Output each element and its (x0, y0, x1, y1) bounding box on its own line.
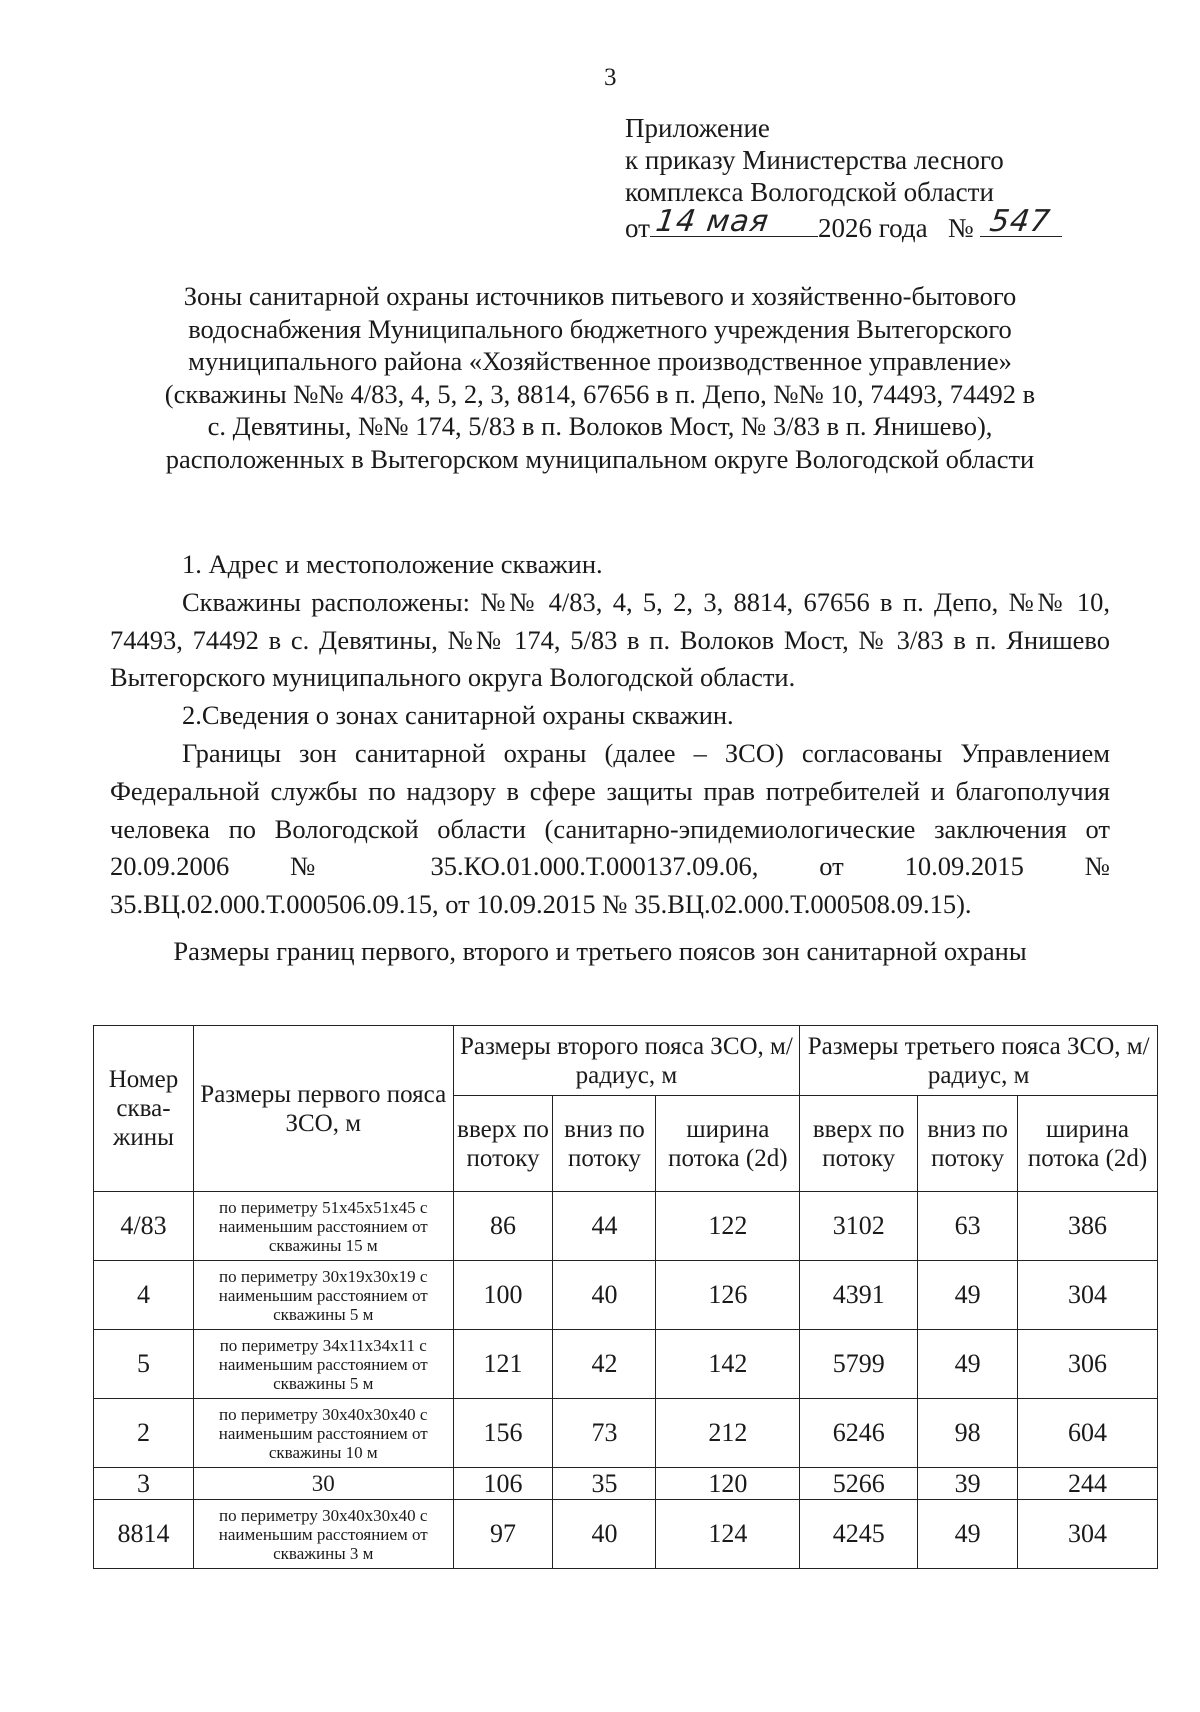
cell-third-down: 49 (918, 1261, 1018, 1330)
cell-first-belt: по периметру 30х40х30х40 с наименьшим расстоянием от скважины 10 м (193, 1399, 453, 1468)
header-second-belt: Размеры второго пояса ЗСО, м/радиус, м (453, 1026, 800, 1096)
cell-third-up: 4245 (800, 1500, 918, 1569)
header-third-belt: Размеры третьего пояса ЗСО, м/радиус, м (800, 1026, 1158, 1096)
cell-well: 8814 (94, 1500, 194, 1569)
cell-third-width: 304 (1018, 1500, 1158, 1569)
table-row (94, 1192, 1158, 1261)
cell-second-up: 121 (453, 1330, 553, 1399)
appendix-title: Приложение (625, 113, 770, 143)
appendix-date-line (625, 204, 1062, 244)
cell-second-width: 120 (656, 1468, 800, 1500)
handwritten-number: 547 (987, 204, 1054, 239)
cell-third-down: 63 (918, 1192, 1018, 1261)
document-title (100, 280, 1100, 475)
table-row (94, 1330, 1158, 1399)
header-well-number: Номер сква- жины (94, 1026, 194, 1192)
header-third-downstream: вниз по потоку (918, 1096, 1018, 1192)
cell-second-up: 100 (453, 1261, 553, 1330)
cell-first-belt: по периметру 51х45х51х45 с наименьшим расстоянием от скважины 15 м (193, 1192, 453, 1261)
header-second-downstream: вниз по потоку (553, 1096, 656, 1192)
title-line: водоснабжения Муниципального бюджетного учреждения Вытегорского (188, 313, 1012, 344)
number-label: № (947, 213, 974, 243)
header-third-width: ширина потока (2d) (1018, 1096, 1158, 1192)
document-body (110, 546, 1110, 924)
cell-third-up: 3102 (800, 1192, 918, 1261)
cell-second-up: 156 (453, 1399, 553, 1468)
cell-third-width: 244 (1018, 1468, 1158, 1500)
cell-second-down: 44 (553, 1192, 656, 1261)
title-line: Зоны санитарной охраны источников питьевого и хозяйственно-бытового (183, 281, 1017, 311)
section-2-heading: 2.Сведения о зонах санитарной охраны скважин. (182, 700, 734, 731)
title-line: (скважины №№ 4/83, 4, 5, 2, 3, 8814, 67656 в п. Депо, №№ 10, 74493, 74492 в (164, 378, 1036, 409)
cell-third-width: 306 (1018, 1330, 1158, 1399)
cell-well: 4 (94, 1261, 194, 1330)
number-field (980, 204, 1062, 239)
section-2-text: Границы зон санитарной охраны (далее – ЗСО) согласованы Управлением Федеральной службы по надзору в сфере защиты прав потребителей и благополучия человека по Вологодской области (санитарно-эпидемиологические заключения от 20.09.2006 № 35.КО.01.000.Т.000137.09.06, от 10.09.2015 № 35.ВЦ.02.000.Т.000506.09.15, от 10.09.2015 № 35.ВЦ.02.000.Т.000508.09.15). (110, 737, 1110, 920)
cell-second-width: 124 (656, 1500, 800, 1569)
cell-second-down: 73 (553, 1399, 656, 1468)
cell-third-up: 5266 (800, 1468, 918, 1500)
cell-third-up: 5799 (800, 1330, 918, 1399)
section-1-text: Скважины расположены: №№ 4/83, 4, 5, 2, 3, 8814, 67656 в п. Депо, №№ 10, 74493, 74492 в с. Девятины, №№ 174, 5/83 в п. Волоков Мост, № 3/83 в п. Янишево Вытегорского муниципального округа Вологодской области. (110, 586, 1110, 693)
cell-second-up: 97 (453, 1500, 553, 1569)
cell-second-up: 106 (453, 1468, 553, 1500)
cell-first-belt: по периметру 30х40х30х40 с наименьшим расстоянием от скважины 3 м (193, 1500, 453, 1569)
cell-third-down: 98 (918, 1399, 1018, 1468)
cell-second-down: 35 (553, 1468, 656, 1500)
cell-well: 4/83 (94, 1192, 194, 1261)
section-1-heading: 1. Адрес и местоположение скважин. (182, 549, 603, 579)
cell-third-up: 6246 (800, 1399, 918, 1468)
cell-well: 5 (94, 1330, 194, 1399)
table-caption: Размеры границ первого, второго и третьего поясов зон санитарной охраны (173, 936, 1027, 966)
year-text: 2026 года (817, 213, 928, 243)
cell-second-width: 122 (656, 1192, 800, 1261)
title-line: расположенных в Вытегорском муниципальном округе Вологодской области (165, 443, 1035, 474)
cell-second-down: 40 (553, 1500, 656, 1569)
cell-third-width: 386 (1018, 1192, 1158, 1261)
cell-second-up: 86 (453, 1192, 553, 1261)
header-second-width: ширина потока (2d) (656, 1096, 800, 1192)
cell-well: 2 (94, 1399, 194, 1468)
cell-well: 3 (94, 1468, 194, 1500)
page-number: 3 (604, 64, 617, 91)
header-second-upstream: вверх по потоку (453, 1096, 553, 1192)
cell-third-width: 604 (1018, 1399, 1158, 1468)
from-label: от (625, 213, 650, 243)
cell-first-belt: по периметру 30х19х30х19 с наименьшим расстоянием от скважины 5 м (193, 1261, 453, 1330)
cell-first-belt: по периметру 34х11х34х11 с наименьшим расстоянием от скважины 5 м (193, 1330, 453, 1399)
cell-first-belt: 30 (193, 1468, 453, 1500)
cell-second-down: 40 (553, 1261, 656, 1330)
table-row (94, 1500, 1158, 1569)
handwritten-date: 14 мая (653, 204, 772, 239)
cell-second-width: 212 (656, 1399, 800, 1468)
cell-third-width: 304 (1018, 1261, 1158, 1330)
cell-third-up: 4391 (800, 1261, 918, 1330)
appendix-order-line: к приказу Министерства лесного (625, 145, 1004, 175)
table-row (94, 1468, 1158, 1500)
cell-second-width: 142 (656, 1330, 800, 1399)
cell-third-down: 39 (918, 1468, 1018, 1500)
header-first-belt: Размеры первого пояса ЗСО, м (193, 1026, 453, 1192)
date-field (650, 204, 818, 239)
zso-table (93, 1025, 1158, 1569)
cell-third-down: 49 (918, 1500, 1018, 1569)
cell-second-width: 126 (656, 1261, 800, 1330)
appendix-header (625, 112, 1062, 244)
title-line: муниципального района «Хозяйственное производственное управление» (188, 346, 1012, 376)
header-third-upstream: вверх по потоку (800, 1096, 918, 1192)
table-row (94, 1399, 1158, 1468)
cell-third-down: 49 (918, 1330, 1018, 1399)
appendix-ministry-line: комплекса Вологодской области (625, 177, 994, 207)
cell-second-down: 42 (553, 1330, 656, 1399)
title-line: с. Девятины, №№ 174, 5/83 в п. Волоков Мост, № 3/83 в п. Янишево), (207, 411, 993, 441)
table-row (94, 1261, 1158, 1330)
